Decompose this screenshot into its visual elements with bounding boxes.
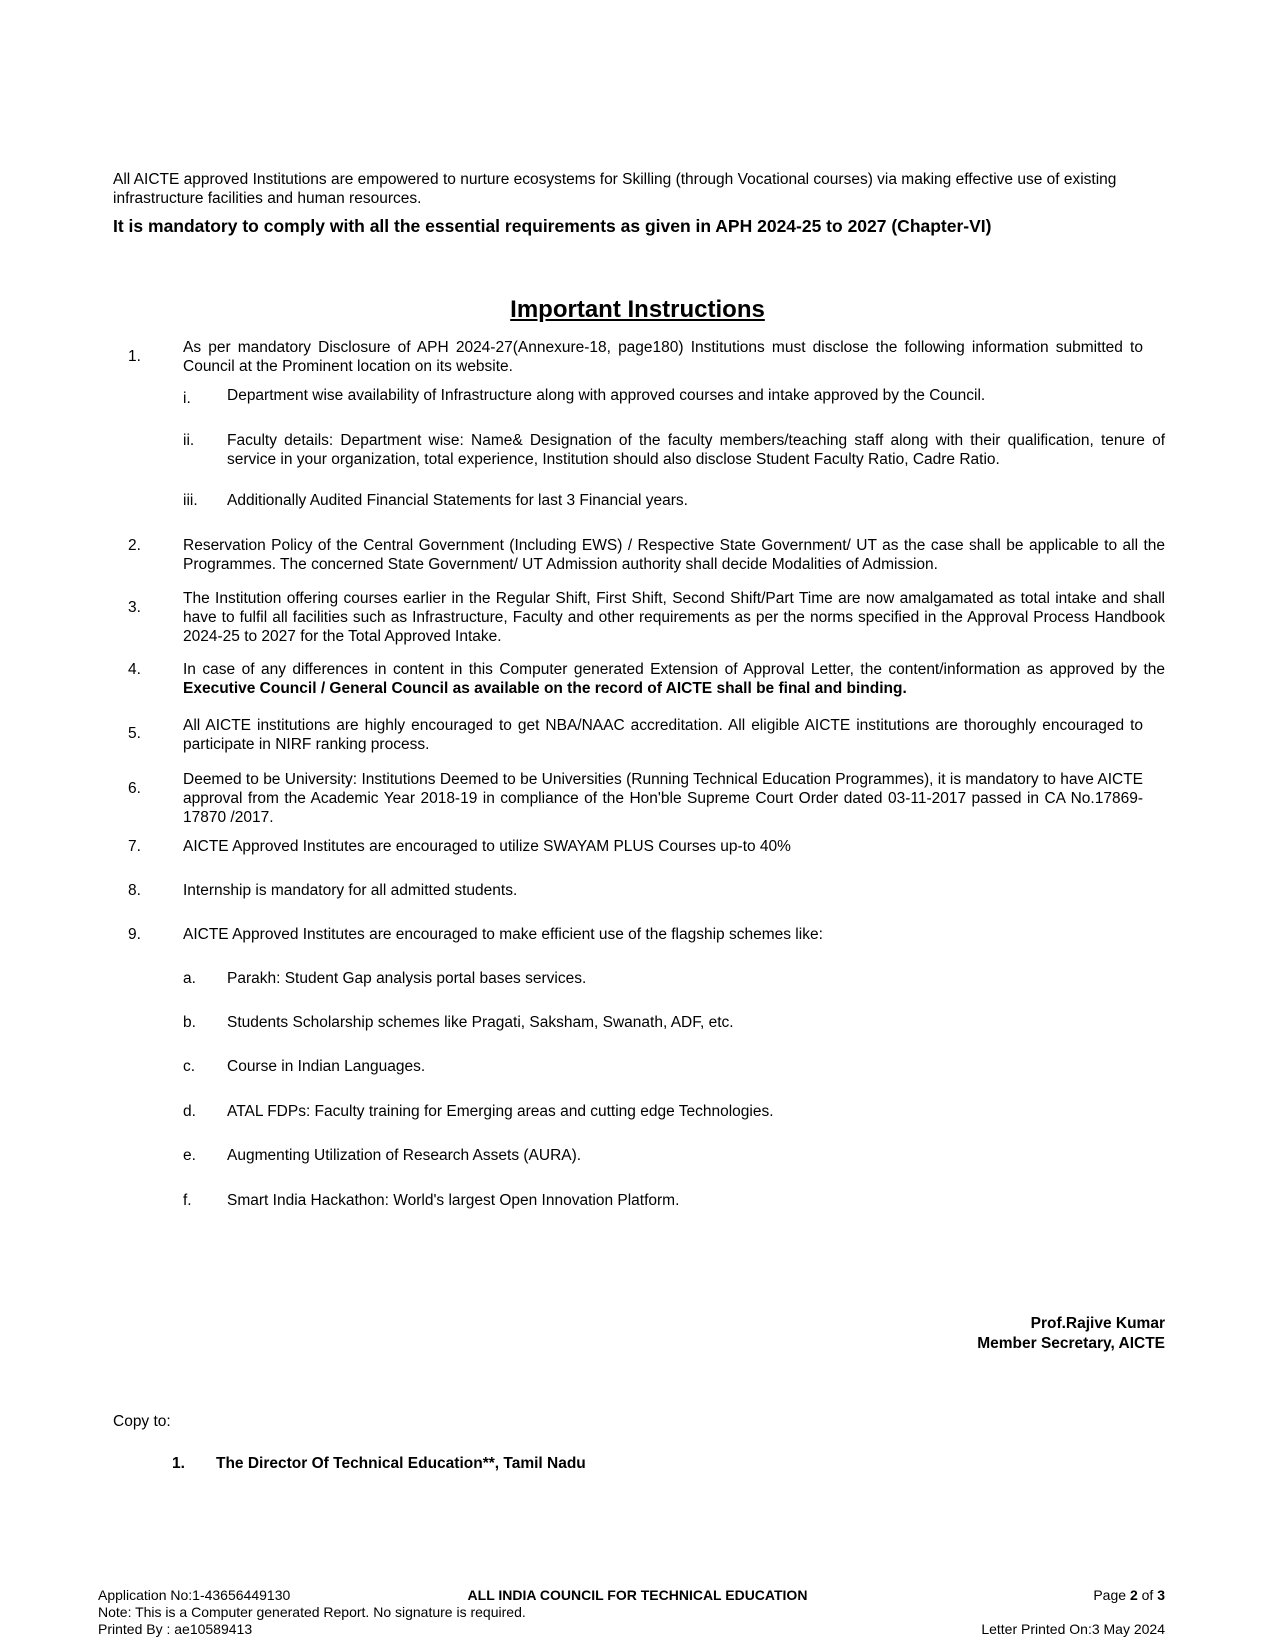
signatory-name: Prof.Rajive Kumar	[1030, 1315, 1165, 1332]
item-text	[183, 660, 1165, 698]
printed-on: Letter Printed On:3 May 2024	[981, 1621, 1165, 1637]
subitem-number: e.	[183, 1147, 196, 1164]
item-number: 8.	[128, 882, 141, 899]
page-indicator	[1093, 1587, 1165, 1604]
signatory-title: Member Secretary, AICTE	[977, 1335, 1165, 1352]
page-title	[0, 296, 1275, 324]
subitem-number: iii.	[183, 492, 198, 509]
printed-by: Printed By : ae10589413	[98, 1621, 253, 1637]
subitem-number: ii.	[183, 432, 195, 449]
item-text: Reservation Policy of the Central Government (Including EWS) / Respective State Government/ UT as the case shall be applicable to all the Programmes. The concerned State Government/ UT Admission authority shall decide Modalities of Admission.	[183, 537, 1165, 573]
copy-to-label: Copy to:	[113, 1413, 171, 1430]
item-number: 7.	[128, 838, 141, 855]
item-text: All AICTE institutions are highly encouraged to get NBA/NAAC accreditation. All eligible AICTE institutions are thoroughly encouraged to participate in NIRF ranking process.	[183, 717, 1143, 753]
item-text: As per mandatory Disclosure of APH 2024-27(Annexure-18, page180) Institutions must disclose the following information submitted to Council at the Prominent location on its website.	[183, 339, 1143, 375]
subitem-text: Additionally Audited Financial Statements for last 3 Financial years.	[227, 492, 688, 509]
heading-text: Important Instructions	[510, 296, 765, 323]
subitem-text: Faculty details: Department wise: Name& Designation of the faculty members/teaching staff along with their qualification, tenure of service in your organization, total experience, Institution should also disclose Student Faculty Ratio, Cadre Ratio.	[227, 432, 1165, 468]
page-current: 2	[1129, 1587, 1138, 1603]
item-number: 9.	[128, 926, 141, 943]
subitem-text: Parakh: Student Gap analysis portal bases services.	[227, 970, 587, 987]
item-number: 6.	[128, 780, 141, 797]
item-number: 3.	[128, 599, 141, 616]
subitem-text: Students Scholarship schemes like Pragati, Saksham, Swanath, ADF, etc.	[227, 1014, 734, 1031]
copy-number: 1.	[172, 1455, 185, 1472]
subitem-number: c.	[183, 1058, 196, 1075]
item-number: 5.	[128, 725, 141, 742]
page-of: of	[1141, 1587, 1154, 1603]
item-text: Internship is mandatory for all admitted students.	[183, 882, 518, 899]
item-text: Deemed to be University: Institutions Deemed to be Universities (Running Technical Education Programmes), it is mandatory to have AICTE approval from the Academic Year 2018-19 in compliance of the Hon'ble Supreme Court Order dated 03-11-2017 passed in CA No.17869- 17870 /2017.	[183, 771, 1143, 826]
application-number: Application No:1-43656449130	[98, 1587, 291, 1603]
subitem-number: i.	[183, 390, 191, 407]
item-number: 2.	[128, 537, 141, 554]
item-number: 4.	[128, 661, 141, 678]
item-text: AICTE Approved Institutes are encouraged to make efficient use of the flagship schemes like:	[183, 926, 823, 943]
mandatory-notice: It is mandatory to comply with all the essential requirements as given in APH 2024-25 to 2027 (Chapter-VI)	[113, 216, 992, 236]
intro-paragraph: All AICTE approved Institutions are empowered to nurture ecosystems for Skilling (through Vocational courses) via making effective use of existing infrastructure facilities and human resources.	[113, 171, 1117, 207]
item-text-regular: In case of any differences in content in this Computer generated Extension of Approval Letter, the content/information as approved by the	[183, 661, 1165, 678]
item-number: 1.	[128, 348, 141, 365]
subitem-text: ATAL FDPs: Faculty training for Emerging areas and cutting edge Technologies.	[227, 1103, 774, 1120]
footer-organization: ALL INDIA COUNCIL FOR TECHNICAL EDUCATION	[467, 1587, 808, 1603]
subitem-text: Course in Indian Languages.	[227, 1058, 426, 1075]
item-text-bold: Executive Council / General Council as available on the record of AICTE shall be final and binding.	[183, 680, 907, 697]
subitem-number: a.	[183, 970, 196, 987]
footer-note: Note: This is a Computer generated Report. No signature is required.	[98, 1604, 526, 1620]
subitem-number: f.	[183, 1192, 192, 1209]
item-text: The Institution offering courses earlier in the Regular Shift, First Shift, Second Shift/Part Time are now amalgamated as total intake and shall have to fulfil all facilities such as Infrastructure, Faculty and other requirements as per the norms specified in the Approval Process Handbook 2024-25 to 2027 for the Total Approved Intake.	[183, 590, 1165, 645]
subitem-text: Augmenting Utilization of Research Assets (AURA).	[227, 1147, 582, 1164]
subitem-number: d.	[183, 1103, 196, 1120]
subitem-number: b.	[183, 1014, 196, 1031]
page-total: 3	[1157, 1587, 1165, 1603]
item-text: AICTE Approved Institutes are encouraged to utilize SWAYAM PLUS Courses up-to 40%	[183, 838, 791, 855]
copy-recipient: The Director Of Technical Education**, Tamil Nadu	[216, 1455, 586, 1472]
subitem-text: Department wise availability of Infrastructure along with approved courses and intake approved by the Council.	[227, 387, 986, 404]
page-label: Page	[1093, 1587, 1127, 1603]
subitem-text: Smart India Hackathon: World's largest Open Innovation Platform.	[227, 1192, 680, 1209]
